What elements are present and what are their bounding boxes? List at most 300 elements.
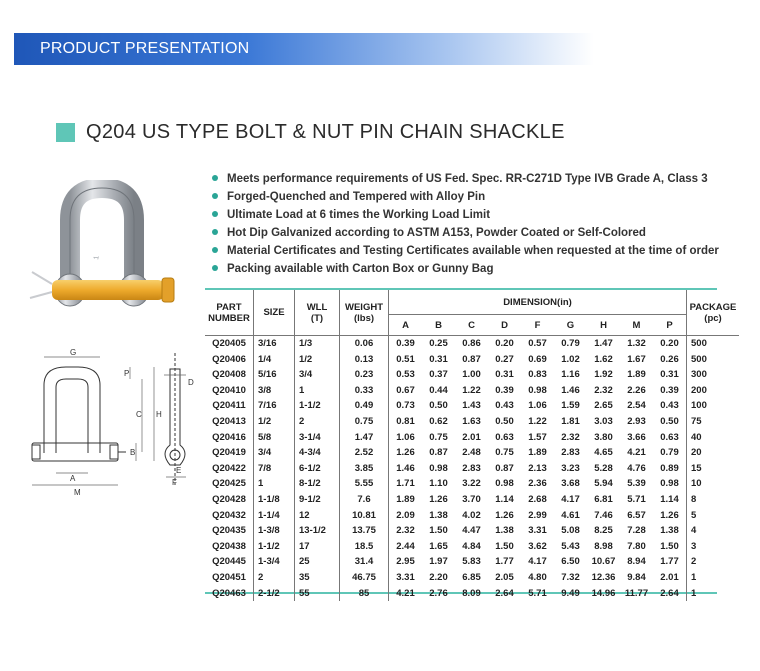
col-weight: WEIGHT (lbs) — [340, 290, 389, 336]
table-cell: 1.81 — [561, 415, 580, 427]
table-cell: Q20428 — [205, 492, 254, 508]
table-cell: 5.71 — [528, 587, 547, 599]
table-cell: 0.33 — [340, 383, 389, 399]
table-cell: 0.20 — [495, 338, 514, 349]
table-cell: 1.43 — [462, 400, 481, 412]
table-cell: 4.61 — [561, 509, 580, 521]
table-cell: Q20435 — [205, 523, 254, 539]
table-cell: 6.85 — [462, 571, 481, 583]
table-cell: 20 — [691, 447, 702, 459]
table-cell: 1-1/4 — [254, 508, 295, 524]
table-cell: 0.51 — [396, 353, 415, 365]
bullet-icon — [212, 211, 218, 217]
table-cell: 1.26 — [396, 447, 415, 459]
table-cell: 0.27 — [495, 353, 514, 365]
table-cell: 17 — [295, 539, 340, 555]
table-cell: 500 — [691, 353, 707, 365]
table-cell: 1-3/8 — [254, 523, 295, 539]
table-cell: 6.81 — [594, 493, 613, 505]
table-cell: Q20425 — [205, 476, 254, 492]
table-cell: 0.69 — [528, 353, 547, 365]
table-cell: 1.62 — [594, 353, 613, 365]
table-row — [205, 539, 739, 555]
table-cell: 0.98 — [528, 384, 547, 396]
table-cell: 0.75 — [495, 447, 514, 459]
table-cell: 1/2 — [254, 414, 295, 430]
table-cell: 0.26 — [653, 352, 687, 368]
table-cell: 55 — [295, 586, 340, 602]
feature-item: Meets performance requirements of US Fed. Spec. RR-C271D Type IVB Grade A, Class 3 — [212, 170, 719, 188]
label-d: D — [188, 378, 194, 387]
table-cell: 0.31 — [653, 367, 687, 383]
table-cell: 1.50 — [429, 525, 448, 537]
table-cell: 4.17 — [561, 493, 580, 505]
table-row — [205, 523, 739, 539]
table-cell: 2 — [295, 414, 340, 430]
table-cell: 1.59 — [561, 400, 580, 412]
table-cell: Q20411 — [205, 398, 254, 414]
label-e: E — [176, 466, 182, 475]
table-cell: 8-1/2 — [295, 476, 340, 492]
table-cell: 18.5 — [340, 539, 389, 555]
table-cell: 0.83 — [528, 369, 547, 381]
table-cell: 2.76 — [429, 587, 448, 599]
table-cell: 3-1/4 — [295, 430, 340, 446]
col-package: PACKAGE (pc) — [687, 290, 740, 336]
bullet-icon — [212, 175, 218, 181]
dim-header-c: C — [455, 315, 488, 336]
table-cell: 1.92 — [594, 369, 613, 381]
table-cell: 1.63 — [462, 415, 481, 427]
table-cell: Q20438 — [205, 539, 254, 555]
table-cell: 1.14 — [495, 493, 514, 505]
table-cell: 2.83 — [462, 462, 481, 474]
table-cell: 1.89 — [528, 447, 547, 459]
table-cell: 0.62 — [429, 415, 448, 427]
table-cell: 8.94 — [627, 556, 646, 568]
label-a: A — [70, 474, 76, 483]
table-cell: 0.79 — [561, 338, 580, 349]
table-row — [205, 445, 739, 461]
table-row — [205, 352, 739, 368]
table-cell: 2.13 — [528, 462, 547, 474]
table-cell: 1/2 — [295, 352, 340, 368]
table-cell: 25 — [295, 554, 340, 570]
table-cell: 0.67 — [396, 384, 415, 396]
table-cell: 2.64 — [653, 586, 687, 602]
table-cell: 300 — [691, 369, 707, 381]
table-cell: 7.46 — [594, 509, 613, 521]
table-cell: 10.67 — [591, 556, 616, 568]
table-row — [205, 570, 739, 586]
table-row — [205, 367, 739, 383]
feature-list — [212, 170, 719, 278]
table-cell: 0.44 — [429, 384, 448, 396]
table-row — [205, 492, 739, 508]
table-cell: 35 — [295, 570, 340, 586]
table-cell: 0.75 — [340, 414, 389, 430]
table-cell: 3.80 — [594, 431, 613, 443]
table-cell: 1.26 — [495, 509, 514, 521]
table-cell: 3.85 — [340, 461, 389, 477]
table-cell: 3.31 — [396, 571, 415, 583]
label-p: P — [124, 369, 130, 378]
table-cell: 11.77 — [624, 587, 649, 599]
bullet-icon — [212, 193, 218, 199]
table-cell: 0.87 — [429, 447, 448, 459]
table-cell: 0.31 — [495, 369, 514, 381]
table-cell: Q20463 — [205, 586, 254, 602]
table-cell: 4.84 — [462, 540, 481, 552]
table-row — [205, 414, 739, 430]
table-cell: 1 — [254, 476, 295, 492]
table-cell: 0.89 — [653, 461, 687, 477]
dim-header-f: F — [521, 315, 554, 336]
table-cell: 0.63 — [495, 431, 514, 443]
table-cell: 1.46 — [396, 462, 415, 474]
table-cell: 1.77 — [653, 554, 687, 570]
table-cell: 0.98 — [429, 462, 448, 474]
table-cell: 2.83 — [561, 447, 580, 459]
dim-header-h: H — [587, 315, 620, 336]
table-cell: 3.03 — [594, 415, 613, 427]
table-cell: 75 — [691, 415, 702, 427]
bullet-icon — [212, 247, 218, 253]
table-cell: 1.71 — [396, 478, 415, 490]
table-cell: 8.25 — [594, 525, 613, 537]
label-b: B — [130, 448, 136, 457]
table-cell: 0.63 — [653, 430, 687, 446]
table-cell: 0.39 — [653, 383, 687, 399]
product-title: Q204 US TYPE BOLT & NUT PIN CHAIN SHACKLE — [86, 121, 565, 143]
table-cell: 500 — [691, 338, 707, 349]
table-cell: 2.36 — [528, 478, 547, 490]
svg-text:1: 1 — [93, 255, 101, 261]
table-cell: 3/4 — [254, 445, 295, 461]
table-cell: 0.13 — [340, 352, 389, 368]
table-cell: 0.73 — [396, 400, 415, 412]
table-cell: 2.44 — [396, 540, 415, 552]
table-cell: 3/4 — [295, 367, 340, 383]
table-cell: 1.02 — [561, 353, 580, 365]
table-cell: 7.32 — [561, 571, 580, 583]
dim-header-b: B — [422, 315, 455, 336]
table-cell: 3.70 — [462, 493, 481, 505]
feature-item: Forged-Quenched and Tempered with Alloy Pin — [212, 188, 719, 206]
dim-header-m: M — [620, 315, 653, 336]
table-cell: 1.65 — [429, 540, 448, 552]
table-cell: 2.64 — [495, 587, 514, 599]
title-square-icon — [56, 123, 75, 142]
table-cell: 0.23 — [340, 367, 389, 383]
table-cell: 0.50 — [429, 400, 448, 412]
table-cell: 1.06 — [396, 431, 415, 443]
table-cell: 3 — [691, 540, 697, 552]
table-cell: 0.20 — [653, 336, 687, 352]
table-cell: 2.65 — [594, 400, 613, 412]
feature-item: Hot Dip Galvanized according to ASTM A153, Powder Coated or Self-Colored — [212, 224, 719, 242]
table-cell: 5.94 — [594, 478, 613, 490]
table-cell: 1.32 — [627, 338, 646, 349]
table-cell: 13-1/2 — [295, 523, 340, 539]
table-cell: 1.57 — [528, 431, 547, 443]
table-cell: 0.87 — [495, 462, 514, 474]
table-cell: 4.76 — [627, 462, 646, 474]
table-cell: 2.09 — [396, 509, 415, 521]
table-cell: 1-1/2 — [295, 398, 340, 414]
table-cell: 0.87 — [462, 353, 481, 365]
table-cell: 1.26 — [653, 508, 687, 524]
table-cell: 5.83 — [462, 556, 481, 568]
table-cell: Q20406 — [205, 352, 254, 368]
table-cell: 6.50 — [561, 556, 580, 568]
banner-label: PRODUCT PRESENTATION — [40, 40, 250, 57]
table-cell: 2 — [691, 556, 697, 568]
table-cell: 1-1/8 — [254, 492, 295, 508]
table-cell: 1.06 — [528, 400, 547, 412]
table-cell: 1.16 — [561, 369, 580, 381]
bullet-icon — [212, 265, 218, 271]
table-cell: 5.08 — [561, 525, 580, 537]
table-cell: 13.75 — [340, 523, 389, 539]
table-cell: 5.43 — [561, 540, 580, 552]
table-cell: 4.02 — [462, 509, 481, 521]
table-cell: 8 — [691, 493, 697, 505]
table-cell: 3.31 — [528, 525, 547, 537]
label-h: H — [156, 410, 162, 419]
table-cell: 7/16 — [254, 398, 295, 414]
table-cell: Q20432 — [205, 508, 254, 524]
table-cell: 6.57 — [627, 509, 646, 521]
table-cell: 2.95 — [396, 556, 415, 568]
table-cell: 7.80 — [627, 540, 646, 552]
table-cell: 0.39 — [396, 338, 415, 349]
table-cell: 1.38 — [495, 525, 514, 537]
dimension-drawing — [18, 345, 198, 505]
table-cell: 5/16 — [254, 367, 295, 383]
feature-item: Packing available with Carton Box or Gunny Bag — [212, 260, 719, 278]
feature-item: Material Certificates and Testing Certificates available when requested at the time of order — [212, 242, 719, 260]
col-dimension: DIMENSION(in) — [389, 290, 687, 315]
table-cell: 2.52 — [340, 445, 389, 461]
table-cell: 2 — [254, 570, 295, 586]
table-cell: 9.49 — [561, 587, 580, 599]
table-cell: 0.57 — [528, 338, 547, 349]
table-cell: 3.66 — [627, 431, 646, 443]
table-cell: 1.26 — [429, 493, 448, 505]
shackle-photo — [22, 180, 182, 330]
table-cell: 4-3/4 — [295, 445, 340, 461]
table-cell: 2.20 — [429, 571, 448, 583]
table-cell: 4.21 — [627, 447, 646, 459]
table-cell: 7.6 — [340, 492, 389, 508]
label-f: F — [172, 478, 177, 487]
table-cell: 12 — [295, 508, 340, 524]
table-cell: 5.55 — [340, 476, 389, 492]
table-cell: 7.28 — [627, 525, 646, 537]
table-cell: 12.36 — [591, 571, 616, 583]
table-cell: 2.54 — [627, 400, 646, 412]
table-cell: 8.98 — [594, 540, 613, 552]
table-cell: 100 — [691, 400, 707, 412]
table-cell: 1 — [295, 383, 340, 399]
table-cell: 1.22 — [462, 384, 481, 396]
table-cell: 0.50 — [495, 415, 514, 427]
table-cell: 1.50 — [653, 539, 687, 555]
table-cell: 5 — [691, 509, 697, 521]
table-cell: 0.75 — [429, 431, 448, 443]
bullet-icon — [212, 229, 218, 235]
section-banner — [14, 33, 594, 65]
col-wll: WLL (T) — [295, 290, 340, 336]
table-cell: 8.09 — [462, 587, 481, 599]
table-cell: Q20410 — [205, 383, 254, 399]
table-cell: 46.75 — [340, 570, 389, 586]
table-cell: 1 — [691, 587, 697, 599]
table-cell: Q20422 — [205, 461, 254, 477]
dim-header-d: D — [488, 315, 521, 336]
table-cell: 4.65 — [594, 447, 613, 459]
table-cell: 0.49 — [340, 398, 389, 414]
table-cell: 2.32 — [594, 384, 613, 396]
table-cell: 2.48 — [462, 447, 481, 459]
table-cell: 1.38 — [653, 523, 687, 539]
table-cell: 4.80 — [528, 571, 547, 583]
table-row — [205, 398, 739, 414]
table-cell: 4.21 — [396, 587, 415, 599]
col-part-number: PART NUMBER — [205, 290, 254, 336]
table-cell: 2.01 — [462, 431, 481, 443]
table-cell: 5.39 — [627, 478, 646, 490]
table-cell: 1.46 — [561, 384, 580, 396]
table-cell: 5.28 — [594, 462, 613, 474]
table-cell: 0.43 — [495, 400, 514, 412]
feature-item: Ultimate Load at 6 times the Working Load Limit — [212, 206, 719, 224]
label-m: M — [74, 488, 81, 497]
table-cell: 0.37 — [429, 369, 448, 381]
table-cell: 1/4 — [254, 352, 295, 368]
table-cell: 2.93 — [627, 415, 646, 427]
table-cell: 0.06 — [340, 336, 389, 352]
dim-header-p: P — [653, 315, 687, 336]
table-cell: 5/8 — [254, 430, 295, 446]
table-cell: 6-1/2 — [295, 461, 340, 477]
table-cell: Q20413 — [205, 414, 254, 430]
table-cell: 1-1/2 — [254, 539, 295, 555]
table-cell: 1.38 — [429, 509, 448, 521]
table-cell: 1.67 — [627, 353, 646, 365]
table-cell: 2.32 — [396, 525, 415, 537]
table-cell: 1.97 — [429, 556, 448, 568]
table-row — [205, 383, 739, 399]
table-cell: 0.98 — [653, 476, 687, 492]
table-cell: 2.01 — [653, 570, 687, 586]
table-cell: Q20445 — [205, 554, 254, 570]
table-cell: 5.71 — [627, 493, 646, 505]
table-cell: 0.43 — [653, 398, 687, 414]
spec-table-body — [205, 336, 739, 602]
table-cell: 3/8 — [254, 383, 295, 399]
table-cell: 31.4 — [340, 554, 389, 570]
table-cell: 1.89 — [627, 369, 646, 381]
table-cell: 1.22 — [528, 415, 547, 427]
table-cell: Q20405 — [205, 336, 254, 352]
table-cell: 15 — [691, 462, 702, 474]
table-cell: 1-3/4 — [254, 554, 295, 570]
table-cell: 10 — [691, 478, 702, 490]
dim-header-a: A — [389, 315, 423, 336]
table-cell: 1.89 — [396, 493, 415, 505]
table-cell: 3.23 — [561, 462, 580, 474]
col-size: SIZE — [254, 290, 295, 336]
table-cell: Q20416 — [205, 430, 254, 446]
table-row — [205, 336, 739, 352]
table-cell: 2-1/2 — [254, 586, 295, 602]
table-cell: 1.47 — [340, 430, 389, 446]
table-cell: Q20408 — [205, 367, 254, 383]
table-cell: 3/16 — [254, 336, 295, 352]
table-cell: 2.05 — [495, 571, 514, 583]
table-row — [205, 461, 739, 477]
dim-header-g: G — [554, 315, 587, 336]
table-cell: 1.14 — [653, 492, 687, 508]
table-cell: 0.31 — [429, 353, 448, 365]
table-cell: 0.98 — [495, 478, 514, 490]
table-cell: 0.25 — [429, 338, 448, 349]
table-cell: 0.50 — [653, 414, 687, 430]
table-cell: 2.68 — [528, 493, 547, 505]
table-cell: 1.77 — [495, 556, 514, 568]
table-row — [205, 476, 739, 492]
table-cell: 9-1/2 — [295, 492, 340, 508]
table-cell: 3.22 — [462, 478, 481, 490]
table-cell: 1.47 — [594, 338, 613, 349]
table-cell: 1 — [691, 571, 697, 583]
table-cell: 0.39 — [495, 384, 514, 396]
label-g: G — [70, 348, 77, 357]
table-cell: 1.00 — [462, 369, 481, 381]
table-cell: Q20419 — [205, 445, 254, 461]
table-cell: 1.50 — [495, 540, 514, 552]
table-cell: 3.68 — [561, 478, 580, 490]
table-cell: 4.17 — [528, 556, 547, 568]
table-cell: 3.62 — [528, 540, 547, 552]
table-cell: 85 — [340, 586, 389, 602]
table-row — [205, 554, 739, 570]
label-c: C — [136, 410, 142, 419]
table-row — [205, 586, 739, 602]
table-cell: 1.10 — [429, 478, 448, 490]
table-cell: 0.81 — [396, 415, 415, 427]
table-cell: 2.99 — [528, 509, 547, 521]
table-cell: 1/3 — [295, 336, 340, 352]
table-cell: 14.96 — [591, 587, 616, 599]
table-cell: 2.26 — [627, 384, 646, 396]
table-cell: 9.84 — [627, 571, 646, 583]
table-cell: 10.81 — [340, 508, 389, 524]
table-row — [205, 508, 739, 524]
table-cell: 2.32 — [561, 431, 580, 443]
table-cell: Q20451 — [205, 570, 254, 586]
table-cell: 0.86 — [462, 338, 481, 349]
table-cell: 4.47 — [462, 525, 481, 537]
table-cell: 200 — [691, 384, 707, 396]
table-row — [205, 430, 739, 446]
table-cell: 0.79 — [653, 445, 687, 461]
table-cell: 4 — [691, 525, 697, 537]
table-cell: 40 — [691, 431, 702, 443]
table-cell: 7/8 — [254, 461, 295, 477]
